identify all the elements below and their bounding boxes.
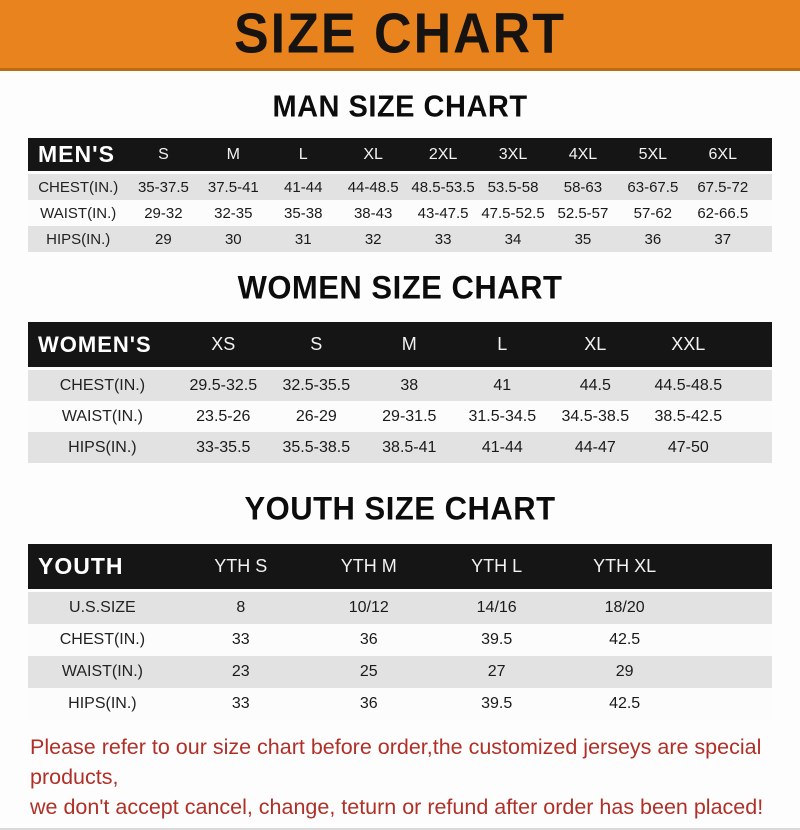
order-notice-line-2: we don't accept cancel, change, teturn or refund after order has been placed! [30, 795, 764, 819]
women-size-cell: 29.5-32.5 [189, 376, 258, 394]
youth-table-header-bar [28, 544, 772, 589]
order-notice-text [0, 732, 800, 822]
men-size-cell: 47.5-52.5 [481, 204, 545, 222]
header-spacer [689, 544, 772, 589]
youth-section-heading: YOUTH SIZE CHART [244, 490, 556, 527]
youth-size-cell: 25 [359, 663, 378, 680]
women-size-column-header: M [401, 334, 417, 354]
men-size-column-header: 3XL [498, 145, 528, 163]
women-size-cell: 33-35.5 [196, 438, 251, 456]
men-size-column-header: S [158, 145, 169, 163]
youth-size-column-header: YTH S [214, 556, 268, 576]
women-size-cell: 41-44 [481, 438, 523, 456]
men-size-column-header: 6XL [708, 145, 737, 163]
men-size-cell: 32 [364, 230, 382, 248]
youth-size-cell: 33 [231, 631, 250, 648]
youth-size-cell: 18/20 [604, 599, 645, 616]
men-size-cell: 34 [504, 230, 522, 248]
men-table-row [28, 226, 772, 252]
row-spacer [735, 432, 772, 463]
header-spacer [758, 138, 772, 171]
men-size-cell: 37 [714, 230, 732, 248]
youth-size-cell: 10/12 [348, 599, 389, 616]
men-size-cell: 35-37.5 [137, 178, 189, 196]
women-table-header-bar [28, 322, 772, 367]
youth-size-cell: 36 [359, 631, 378, 648]
row-spacer [735, 370, 772, 401]
men-row-label: HIPS(IN.) [46, 230, 111, 248]
banner-title: SIZE CHART [234, 2, 566, 66]
women-size-table [28, 322, 772, 463]
men-size-cell: 33 [434, 230, 452, 248]
row-spacer [689, 688, 772, 720]
women-size-cell: 44.5 [579, 376, 611, 394]
men-section-heading: MAN SIZE CHART [272, 90, 528, 124]
women-size-cell: 34.5-38.5 [561, 407, 630, 425]
row-spacer [758, 200, 772, 226]
women-size-cell: 38.5-41 [382, 438, 437, 456]
women-size-column-header: XL [584, 334, 607, 354]
women-size-cell: 41 [493, 376, 512, 394]
men-size-cell: 48.5-53.5 [411, 178, 475, 196]
women-size-column-header: XS [211, 334, 236, 354]
youth-size-cell: 42.5 [609, 631, 641, 648]
youth-size-cell: 29 [615, 663, 634, 680]
youth-size-cell: 36 [359, 695, 378, 712]
women-size-cell: 31.5-34.5 [468, 407, 537, 425]
women-size-cell: 47-50 [667, 438, 709, 456]
youth-table-row [28, 656, 772, 688]
women-table-label: WOMEN'S [38, 331, 152, 357]
youth-row-label: U.S.SIZE [69, 599, 136, 616]
youth-size-cell: 23 [231, 663, 250, 680]
women-size-cell: 23.5-26 [196, 407, 251, 425]
men-size-cell: 44-48.5 [347, 178, 399, 196]
men-table-row [28, 174, 772, 200]
row-spacer [689, 592, 772, 624]
order-notice-line-1: Please refer to our size chart before order,the customized jerseys are special products, [30, 735, 762, 789]
men-size-cell: 41-44 [284, 178, 323, 196]
men-table-row [28, 200, 772, 226]
men-size-cell: 62-66.5 [697, 204, 749, 222]
women-size-cell: 29-31.5 [382, 407, 437, 425]
men-size-column-header: M [226, 145, 240, 163]
youth-size-cell: 14/16 [476, 599, 517, 616]
men-size-cell: 36 [644, 230, 662, 248]
women-table-body [28, 370, 772, 463]
youth-size-cell: 8 [236, 599, 246, 616]
men-table-body [28, 174, 772, 252]
women-size-cell: 32.5-35.5 [282, 376, 351, 394]
women-table-row [28, 370, 772, 401]
youth-size-column-header: YTH M [340, 556, 397, 576]
women-section-heading: WOMEN SIZE CHART [237, 269, 563, 306]
youth-table-row [28, 688, 772, 720]
men-size-cell: 29-32 [144, 204, 183, 222]
men-size-cell: 37.5-41 [207, 178, 259, 196]
men-size-cell: 53.5-58 [487, 178, 539, 196]
youth-size-cell: 42.5 [609, 695, 641, 712]
youth-table-row [28, 592, 772, 624]
women-size-column-header: L [497, 334, 508, 354]
women-row-label: HIPS(IN.) [68, 438, 137, 456]
men-size-cell: 31 [294, 230, 312, 248]
men-table-header-bar [28, 138, 772, 171]
women-size-cell: 35.5-38.5 [282, 438, 351, 456]
youth-size-cell: 33 [231, 695, 250, 712]
row-spacer [689, 656, 772, 688]
women-size-cell: 26-29 [295, 407, 337, 425]
youth-size-cell: 27 [487, 663, 506, 680]
men-size-cell: 35 [574, 230, 592, 248]
men-size-cell: 63-67.5 [627, 178, 679, 196]
youth-row-label: HIPS(IN.) [68, 695, 137, 712]
women-size-column-header: S [310, 334, 323, 354]
men-size-cell: 58-63 [563, 178, 603, 196]
men-size-column-header: 5XL [638, 145, 668, 163]
men-size-table [28, 138, 772, 252]
youth-table-label: YOUTH [38, 553, 124, 579]
men-size-cell: 38-43 [353, 204, 393, 222]
men-row-label: CHEST(IN.) [38, 178, 119, 196]
youth-size-table [28, 544, 772, 720]
men-size-cell: 67.5-72 [697, 178, 749, 196]
men-size-cell: 43-47.5 [417, 204, 469, 222]
men-size-cell: 29 [155, 230, 172, 248]
men-row-label: WAIST(IN.) [40, 204, 117, 222]
youth-size-column-header: YTH L [471, 556, 523, 576]
row-spacer [735, 401, 772, 432]
women-size-column-header: XXL [671, 334, 706, 354]
men-size-column-header: 4XL [568, 145, 598, 163]
men-size-cell: 30 [224, 230, 242, 248]
women-table-row [28, 432, 772, 463]
size-chart-banner [0, 0, 800, 71]
youth-table-body [28, 592, 772, 720]
men-table-label: MEN'S [38, 141, 115, 167]
men-size-column-header: L [298, 145, 308, 163]
youth-size-cell: 39.5 [481, 695, 513, 712]
youth-row-label: CHEST(IN.) [59, 631, 146, 648]
women-size-cell: 44.5-48.5 [654, 376, 723, 394]
women-row-label: CHEST(IN.) [59, 376, 146, 394]
women-size-cell: 38 [400, 376, 419, 394]
men-size-column-header: 2XL [428, 145, 458, 163]
header-spacer [735, 322, 772, 367]
youth-size-cell: 39.5 [481, 631, 513, 648]
youth-size-column-header: YTH XL [593, 556, 657, 576]
youth-row-label: WAIST(IN.) [61, 663, 143, 680]
women-size-cell: 44-47 [574, 438, 616, 456]
men-size-cell: 57-62 [633, 204, 673, 222]
row-spacer [689, 624, 772, 656]
men-size-cell: 35-38 [284, 204, 323, 222]
youth-table-row [28, 624, 772, 656]
row-spacer [758, 174, 772, 200]
men-size-cell: 52.5-57 [557, 204, 609, 222]
men-size-cell: 32-35 [214, 204, 253, 222]
men-size-column-header: XL [363, 145, 383, 163]
women-size-cell: 38.5-42.5 [654, 407, 723, 425]
women-table-row [28, 401, 772, 432]
women-row-label: WAIST(IN.) [61, 407, 143, 425]
row-spacer [758, 226, 772, 252]
